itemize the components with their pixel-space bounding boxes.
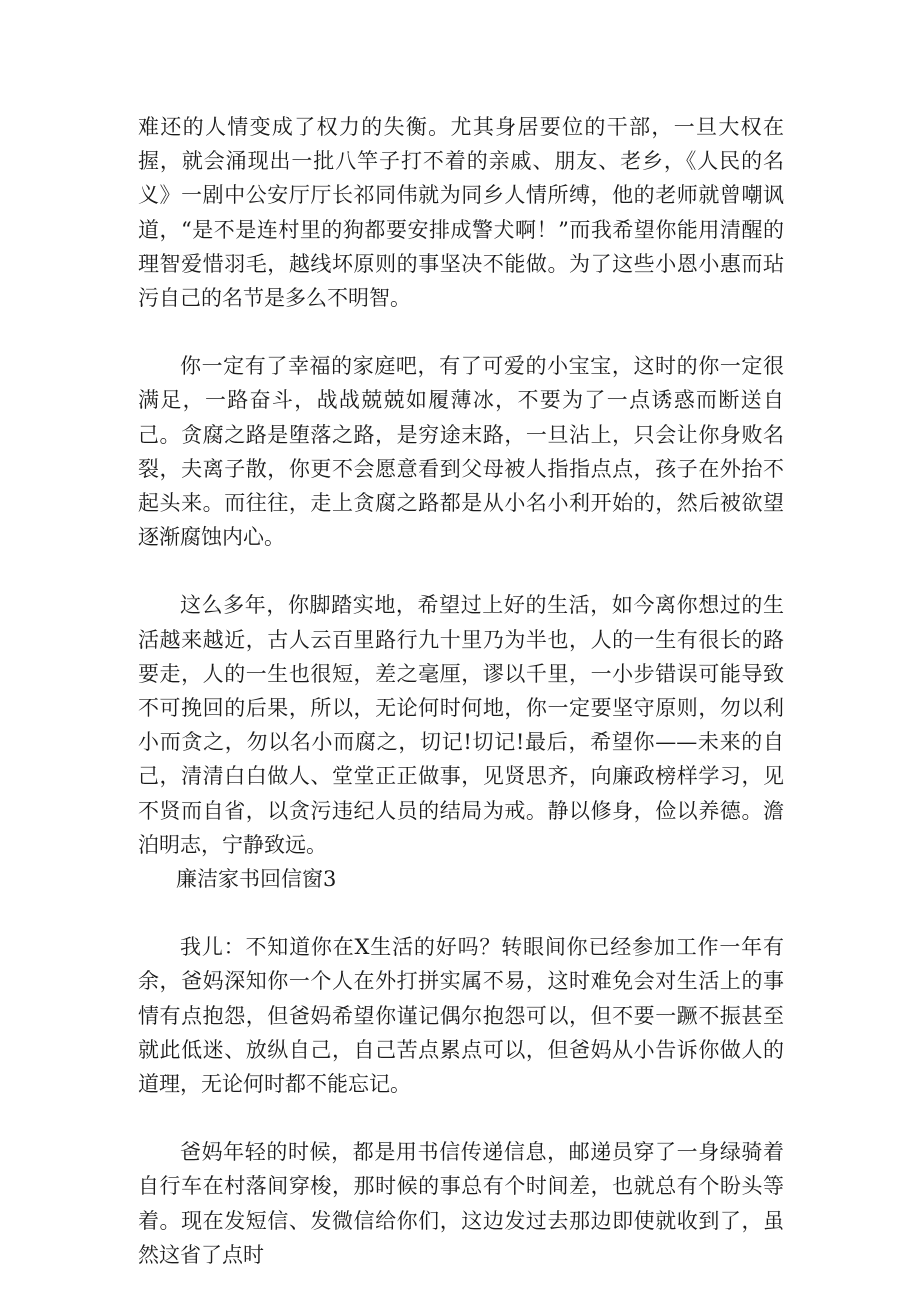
paragraph-1: 难还的人情变成了权力的失衡。尤其身居要位的干部，一旦大权在握，就会涌现出一批八竿子打不着的亲戚、朋友、老乡，《人民的名义》一剧中公安厅厅长祁同伟就为同乡人情所缚，他的老师就曾嘲讽道，“是不是连村里的狗都要安排成警犬啊！”而我希望你能用清醒的理智爱惜羽毛，越线坏原则的事坚决不能做。为了这些小恩小惠而玷污自己的名节是多么不明智。 (138, 115, 784, 311)
paragraph-3: 这么多年，你脚踏实地，希望过上好的生活，如今离你想过的生活越来越近，古人云百里路行九十里乃为半也，人的一生有很长的路要走，人的一生也很短，差之毫厘，谬以千里，一小步错误可能导致不可挽回的后果，所以，无论何时何地，你一定要坚守原则，勿以利小而贪之，勿以名小而腐之，切记!切记!最后，希望你——未来的自己，清清白白做人、堂堂正正做事，见贤思齐，向廉政榜样学习，见不贤而自省，以贪污违纪人员的结局为戒。静以修身，俭以养德。澹泊明志，宁静致远。 (138, 593, 784, 857)
document-page (138, 110, 784, 1272)
paragraph-gap (138, 896, 784, 930)
paragraph-5: 爸妈年轻的时候，都是用书信传递信息，邮递员穿了一身绿骑着自行车在村落间穿梭，那时候的事总有个时间差，也就总有个盼头等着。现在发短信、发微信给你们，这边发过去那边即使就收到了，虽然这省了点时 (138, 1140, 784, 1267)
paragraph-4: 我儿：不知道你在X生活的好吗？转眼间你已经参加工作一年有余，爸妈深知你一个人在外打拼实属不易，这时难免会对生活上的事情有点抱怨，但爸妈希望你谨记偶尔抱怨可以，但不要一蹶不振甚至就此低迷、放纵自己，自己苦点累点可以，但爸妈从小告诉你做人的道理，无论何时都不能忘记。 (138, 935, 784, 1097)
paragraph-gap (138, 1101, 784, 1135)
paragraph-gap (138, 315, 784, 349)
paragraph-2: 你一定有了幸福的家庭吧，有了可爱的小宝宝，这时的你一定很满足，一路奋斗，战战兢兢如履薄冰，不要为了一点诱惑而断送自己。贪腐之路是堕落之路，是穷途末路，一旦沾上，只会让你身败名裂，夫离子散，你更不会愿意看到父母被人指指点点，孩子在外抬不起头来。而往往，走上贪腐之路都是从小名小利开始的，然后被欲望逐渐腐蚀内心。 (138, 354, 784, 550)
paragraph-gap (138, 554, 784, 588)
section-heading: 廉洁家书回信窗3 (176, 867, 337, 892)
